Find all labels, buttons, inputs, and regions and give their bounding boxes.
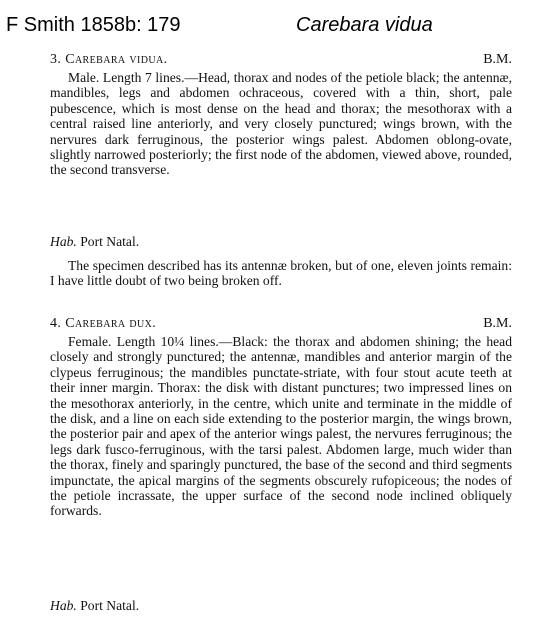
entry-title: 4. Carebara dux. [50,316,157,331]
citation-label: F Smith 1858b: 179 [6,14,181,36]
species-label: Carebara vidua [296,14,433,36]
habitat-label: Hab. [50,598,77,613]
habitat-line [50,234,139,250]
entry-heading-carebara-vidua [50,52,512,70]
page-header [6,6,552,36]
entry-heading-carebara-dux [50,316,512,334]
collection-mark: B.M. [483,316,512,331]
habitat-value: Port Natal. [80,234,140,249]
entry-title: 3. Carebara vidua. [50,52,168,67]
habitat-line [50,598,139,614]
habitat-label: Hab. [50,234,77,249]
entry-description: Female. Length 10¼ lines.—Black: the thorax and abdomen shining; the head closely and strongly punctured; the antennæ, mandibles and anterior margin of the clypeus ferruginous; the mandibles punctate-striate, with four stout acute teeth at their inner margin. Thorax: the disk with distant punctures; two impressed lines on the mesothorax anteriorly, in the centre, which unite and terminate in the middle of the disk, and a line on each side extending to the posterior margin, the wings brown, the posterior pair and apex of the anterior wings palest, the nervures ferruginous; the legs dark fusco-ferruginous, with the tarsi palest. Abdomen large, much wider than the thorax, finely and sparingly punctured, the base of the second and third segments impunctate, the apical margins of the segments obscurely rufopiceous; the nodes of the petiole incrassate, the upper surface of the second node inclined obliquely forwards. [50,334,512,519]
entry-description: Male. Length 7 lines.—Head, thorax and nodes of the petiole black; the antennæ, mandibles, legs and abdomen ochraceous, covered with a thin, short, pale pubescence, which is most dense on the head and thorax; the mesothorax with a central raised line anteriorly, and very closely punctured; wings brown, with the nervures dark ferruginous, the posterior wings palest. Abdomen oblong-ovate, slightly narrowed posteriorly; the first node of the abdomen, viewed above, rounded, the second transverse. [50,70,512,178]
collection-mark: B.M. [483,52,512,67]
entry-note: The specimen described has its antennæ broken, but of one, eleven joints remain: I have little doubt of two being broken off. [50,258,512,289]
habitat-value: Port Natal. [80,598,140,613]
